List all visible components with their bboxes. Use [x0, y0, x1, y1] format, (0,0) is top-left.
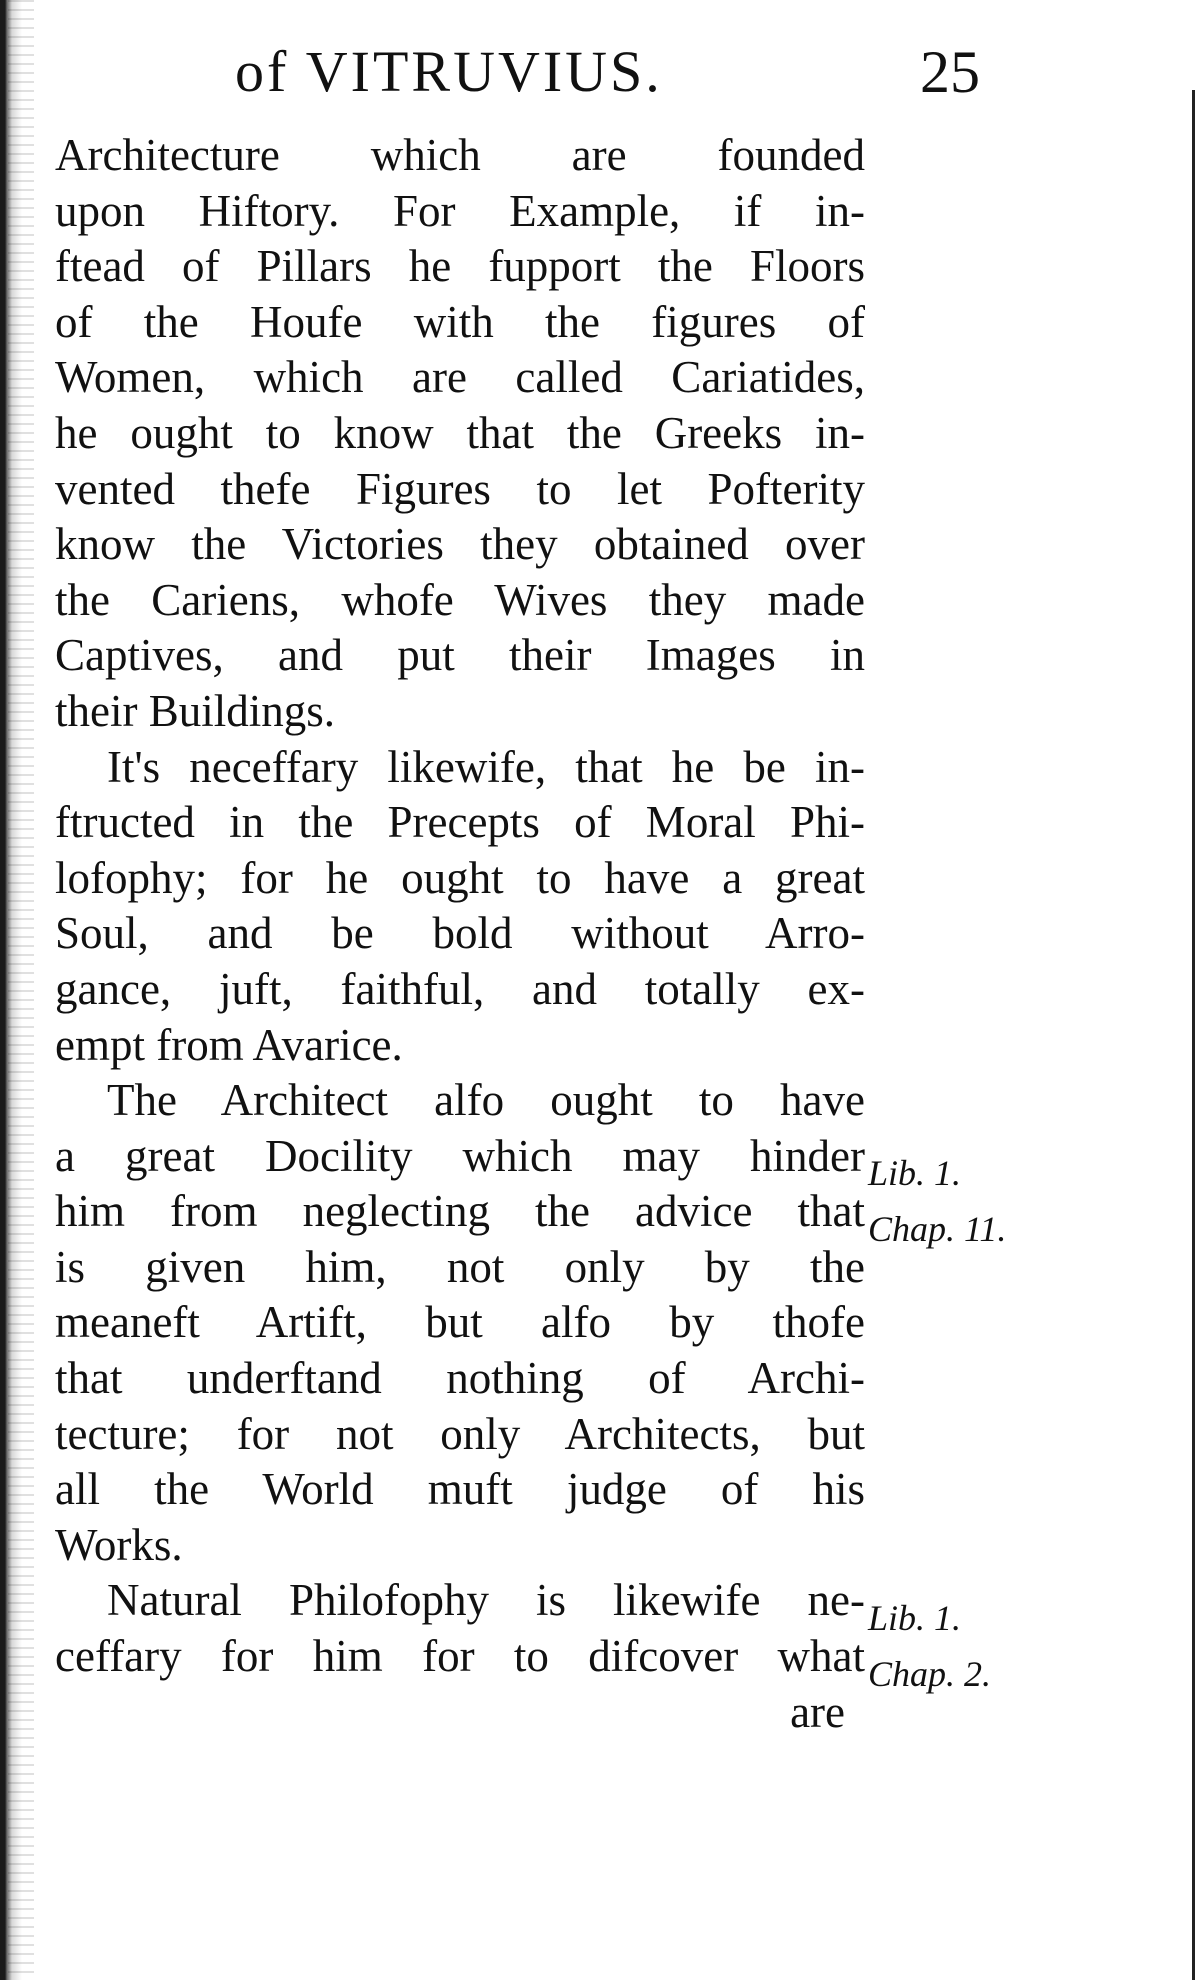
margin-note: Chap. 11.	[868, 1209, 1007, 1249]
text-line: tecture; for not only Architects, but	[55, 1408, 865, 1459]
text-line: empt from Avarice.	[55, 1019, 403, 1070]
margin-note: Lib. 1.	[868, 1598, 962, 1638]
text-line: Works.	[55, 1519, 183, 1570]
text-line: all the World muft judge of his	[55, 1464, 865, 1515]
body-text	[55, 128, 865, 1740]
margin-note: Chap. 2.	[868, 1654, 992, 1694]
text-line: Architecture which are founded	[55, 130, 865, 180]
text-line: is given him, not only by the	[55, 1241, 865, 1292]
text-line: upon Hiftory. For Example, if in-	[55, 185, 865, 236]
text-line: know the Victories they obtained over	[55, 519, 865, 570]
text-line: Captives, and put their Images in	[55, 630, 865, 681]
text-line: vented thefe Figures to let Pofterity	[55, 463, 865, 514]
text-line: he ought to know that the Greeks in-	[55, 407, 865, 458]
page-header	[0, 38, 1195, 108]
text-line: Women, which are called Cariatides,	[55, 352, 865, 403]
text-line: meaneft Artift, but alfo by thofe	[55, 1297, 865, 1348]
text-line: ftead of Pillars he fupport the Floors	[55, 241, 865, 292]
binding-speckle	[8, 0, 34, 1980]
text-line: The Architect alfo ought to have	[107, 1075, 865, 1126]
text-line: lofophy; for he ought to have a great	[55, 852, 865, 903]
text-line: of the Houfe with the figures of	[55, 296, 865, 347]
margin-note: Lib. 1.	[868, 1153, 962, 1193]
text-line: Soul, and be bold without Arro-	[55, 908, 865, 959]
text-line: a great Docility which may hinder	[55, 1130, 865, 1181]
text-line: their Buildings.	[55, 685, 335, 736]
running-title: of VITRUVIUS.	[235, 39, 663, 104]
text-line: ftructed in the Precepts of Moral Phi-	[55, 797, 865, 848]
text-line: Natural Philofophy is likewife ne-	[107, 1575, 865, 1626]
page-number: 25	[920, 39, 980, 105]
catchword: are	[790, 1686, 845, 1737]
text-line: It's neceffary likewife, that he be in-	[107, 741, 865, 792]
text-line: that underftand nothing of Archi-	[55, 1353, 865, 1404]
text-line: gance, juft, faithful, and totally ex-	[55, 963, 865, 1014]
text-line: ceffary for him for to difcover what	[55, 1631, 865, 1682]
text-line: the Cariens, whofe Wives they made	[55, 574, 865, 625]
text-line: him from neglecting the advice that	[55, 1186, 865, 1237]
